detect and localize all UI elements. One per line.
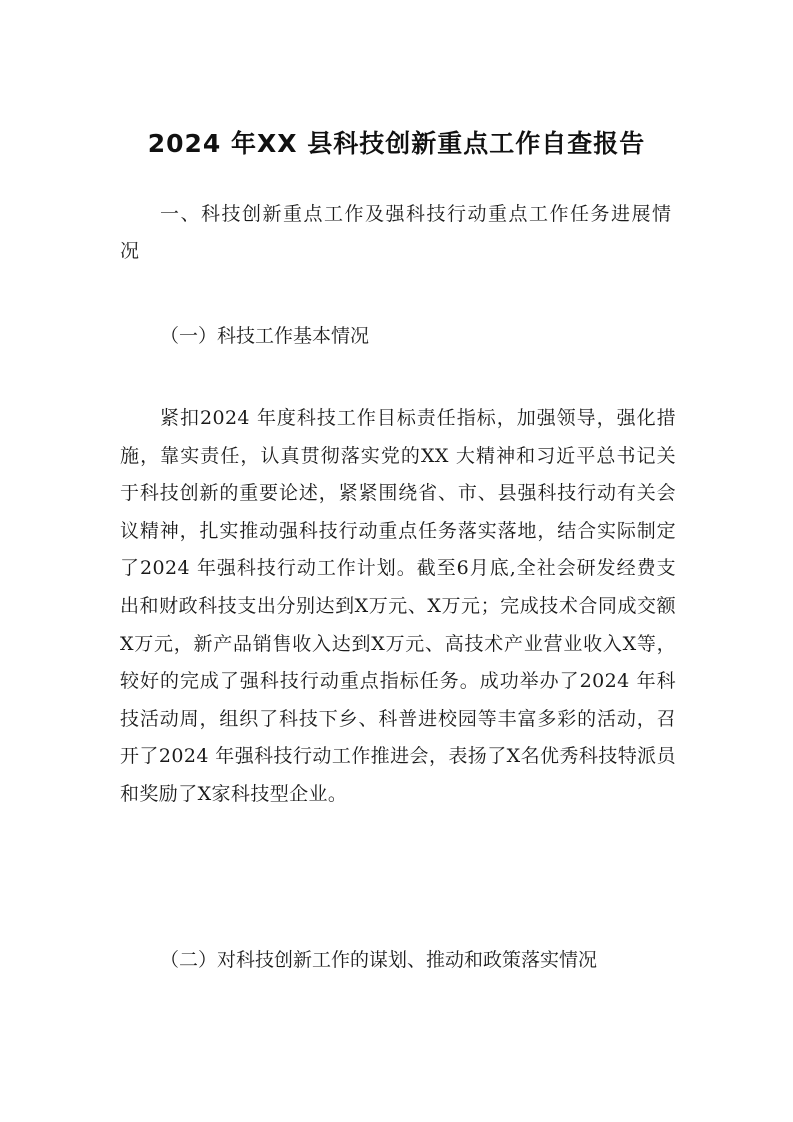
document-title: 2024 年XX 县科技创新重点工作自查报告: [147, 129, 646, 158]
subsection-heading-1: （一）科技工作基本情况: [160, 325, 370, 347]
subsection-heading-2: （二）对科技创新工作的谋划、推动和政策落实情况: [160, 949, 598, 971]
section-heading: 一、科技创新重点工作及强科技行动重点工作任务进展情况: [120, 203, 673, 262]
body-paragraph: 紧扣2024 年度科技工作目标责任指标，加强领导，强化措施，靠实责任，认真贯彻落实党的XX 大精神和习近平总书记关于科技创新的重要论述，紧紧围绕省、市、县强科技行动有关会议精神，扎实推动强科技行动重点任务落实落地，结合实际制定了2024 年强科技行动工作计划。截至6月底,全社会研发经费支出和财政科技支出分别达到X万元、X万元；完成技术合同成交额X万元，新产品销售收入达到X万元、高技术产业营业收入X等，较好的完成了强科技行动重点指标任务。成功举办了2024 年科技活动周，组织了科技下乡、科普进校园等丰富多彩的活动，召开了2024 年强科技行动工作推进会，表扬了X名优秀科技特派员和奖励了X家科技型企业。: [120, 407, 676, 805]
